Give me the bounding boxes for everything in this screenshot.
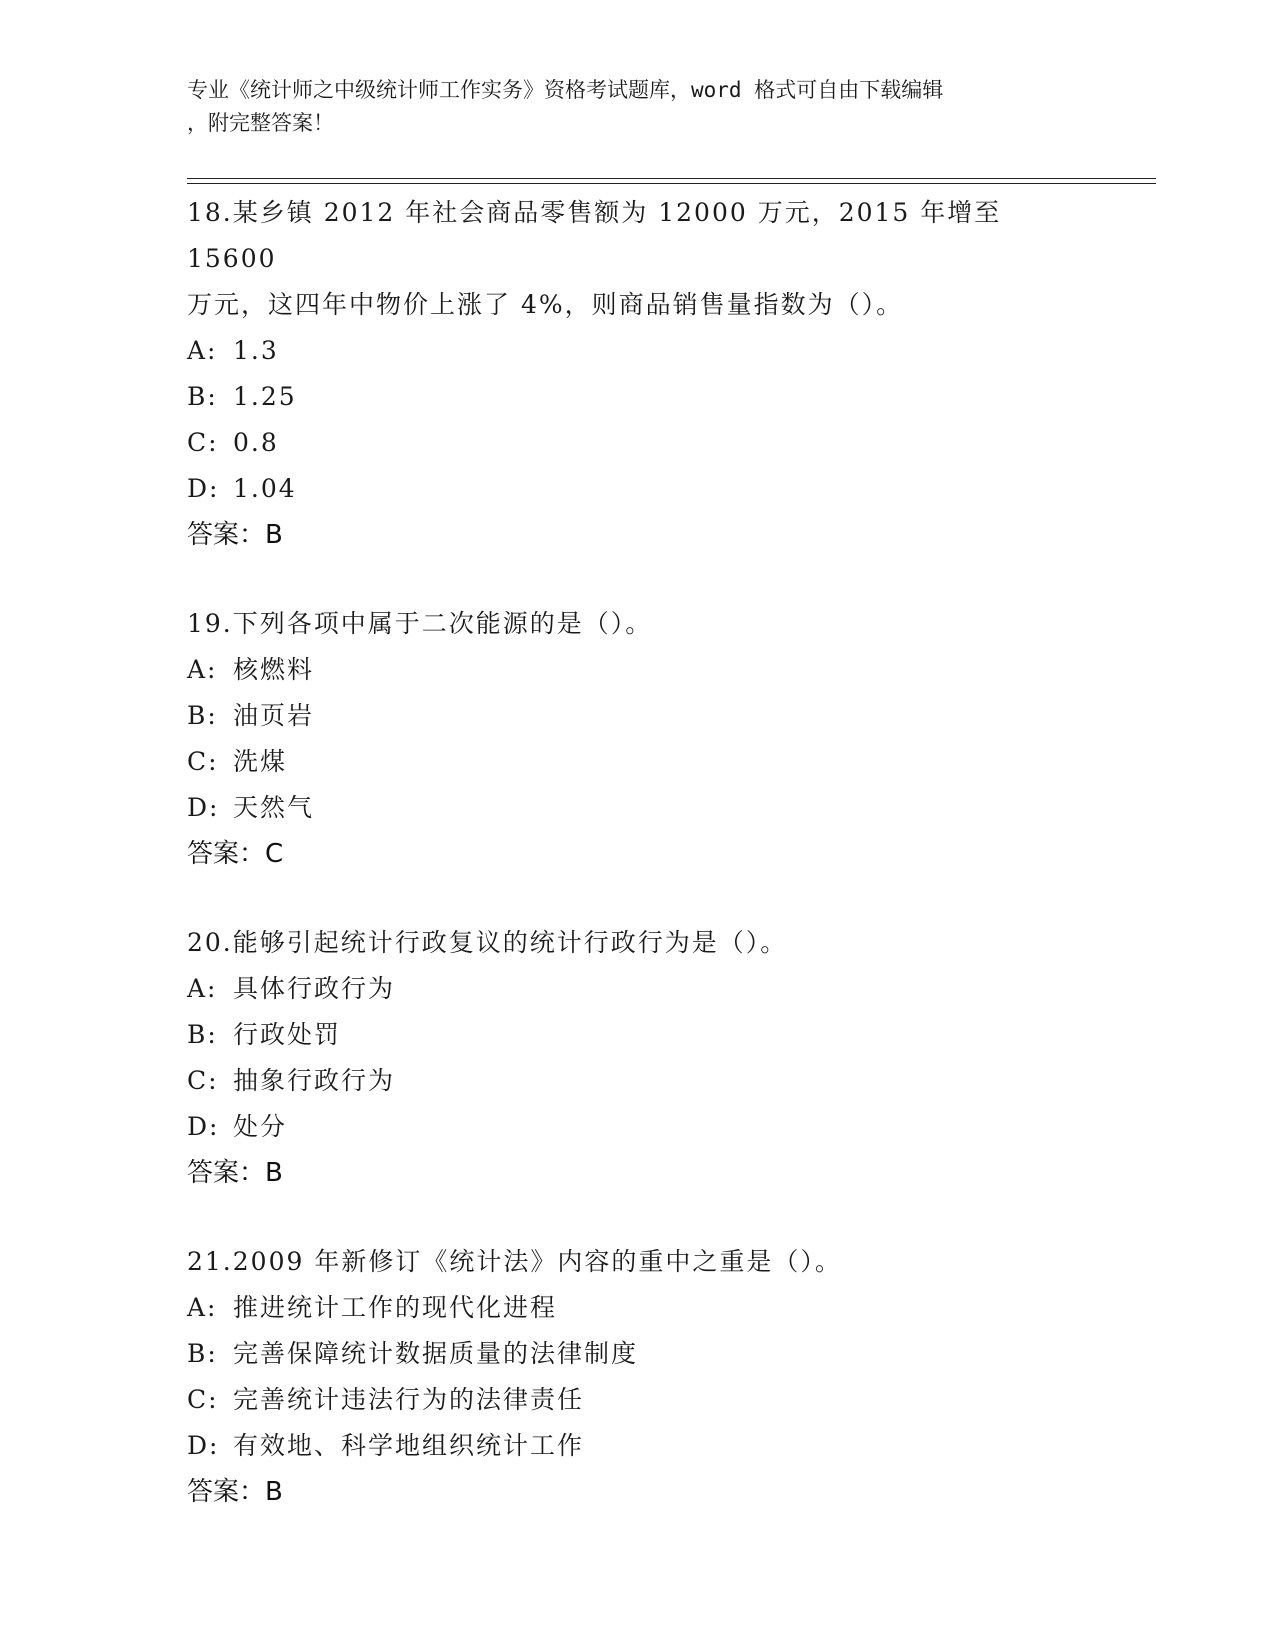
- option-letter: C:: [187, 1066, 219, 1095]
- document-header: [187, 74, 1067, 140]
- option-text: 行政处罚: [233, 1020, 342, 1049]
- question-list: [187, 190, 1067, 1558]
- option-b: [187, 693, 1067, 739]
- question-18: [187, 190, 1067, 558]
- option-text: 1.3: [233, 336, 279, 365]
- option-text: 完善保障统计数据质量的法律制度: [233, 1339, 639, 1368]
- option-a: [187, 328, 1067, 374]
- option-c: [187, 1377, 1067, 1423]
- option-text: 1.25: [233, 382, 297, 411]
- option-letter: C:: [187, 747, 219, 776]
- question-stem: 18.某乡镇 2012 年社会商品零售额为 12000 万元，2015 年增至 15600: [187, 198, 1002, 273]
- answer-line: 答案：B: [187, 520, 283, 550]
- header-line-2: ，附完整答案！: [187, 111, 334, 135]
- option-letter: B:: [187, 1020, 218, 1049]
- option-d: [187, 1104, 1067, 1150]
- option-letter: A:: [187, 336, 218, 365]
- option-text: 有效地、科学地组织统计工作: [233, 1431, 585, 1460]
- option-d: [187, 1423, 1067, 1469]
- option-b: [187, 374, 1067, 420]
- question-stem: 21.2009 年新修订《统计法》内容的重中之重是（）。: [187, 1247, 842, 1276]
- option-letter: B:: [187, 701, 218, 730]
- question-stem: 19.下列各项中属于二次能源的是（）。: [187, 609, 653, 638]
- option-text: 推进统计工作的现代化进程: [233, 1293, 558, 1322]
- option-d: [187, 785, 1067, 831]
- option-letter: A:: [187, 655, 218, 684]
- header-line-1: 专业《统计师之中级统计师工作实务》资格考试题库，word 格式可自由下载编辑: [187, 78, 944, 102]
- question-stem-continued: 万元，这四年中物价上涨了 4%，则商品销售量指数为（）。: [187, 290, 904, 319]
- option-b: [187, 1331, 1067, 1377]
- option-text: 洗煤: [233, 747, 288, 776]
- header-divider-bottom: [187, 183, 1156, 184]
- option-letter: A:: [187, 974, 218, 1003]
- question-21: [187, 1239, 1067, 1515]
- option-text: 0.8: [233, 428, 279, 457]
- option-text: 抽象行政行为: [233, 1066, 396, 1095]
- option-text: 核燃料: [233, 655, 315, 684]
- option-d: [187, 466, 1067, 512]
- option-a: [187, 647, 1067, 693]
- option-letter: C:: [187, 1385, 219, 1414]
- option-text: 完善统计违法行为的法律责任: [233, 1385, 585, 1414]
- option-letter: B:: [187, 382, 218, 411]
- answer-line: 答案：B: [187, 1477, 283, 1507]
- question-stem: 20.能够引起统计行政复议的统计行政行为是（）。: [187, 928, 788, 957]
- answer-line: 答案：B: [187, 1158, 283, 1188]
- option-c: [187, 420, 1067, 466]
- option-letter: C:: [187, 428, 219, 457]
- question-20: [187, 920, 1067, 1196]
- header-divider-top: [187, 178, 1156, 179]
- question-19: [187, 601, 1067, 877]
- option-b: [187, 1012, 1067, 1058]
- option-letter: D:: [187, 793, 220, 822]
- option-c: [187, 1058, 1067, 1104]
- option-a: [187, 966, 1067, 1012]
- option-letter: B:: [187, 1339, 218, 1368]
- answer-line: 答案：C: [187, 839, 284, 869]
- option-letter: D:: [187, 474, 220, 503]
- option-text: 具体行政行为: [233, 974, 396, 1003]
- option-text: 天然气: [233, 793, 315, 822]
- option-letter: D:: [187, 1431, 220, 1460]
- option-text: 油页岩: [233, 701, 315, 730]
- option-c: [187, 739, 1067, 785]
- option-text: 处分: [233, 1112, 288, 1141]
- option-text: 1.04: [233, 474, 297, 503]
- option-a: [187, 1285, 1067, 1331]
- option-letter: A:: [187, 1293, 218, 1322]
- option-letter: D:: [187, 1112, 220, 1141]
